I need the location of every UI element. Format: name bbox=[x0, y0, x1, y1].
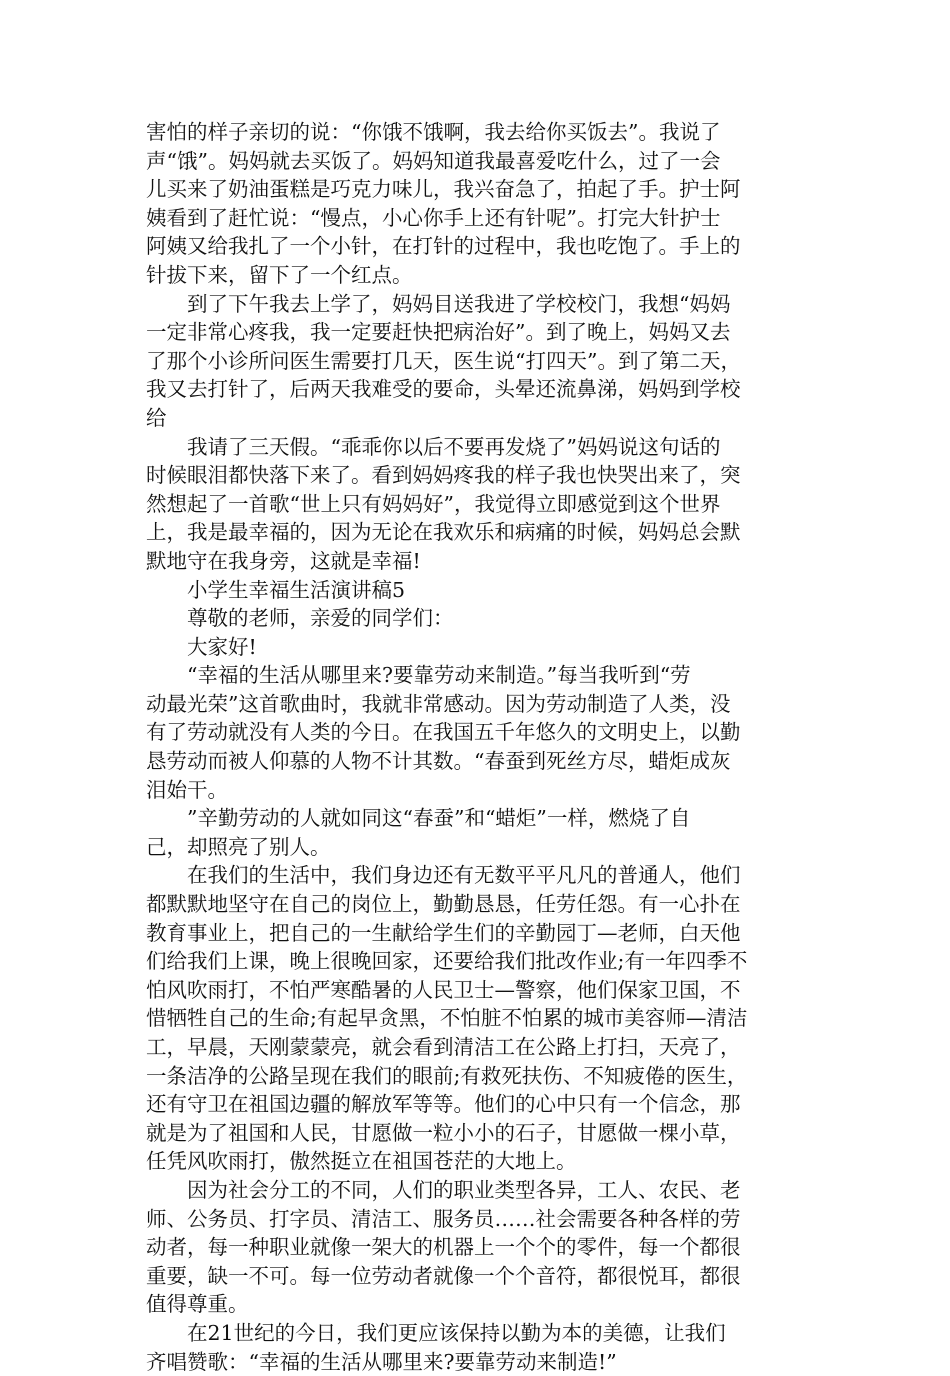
text-line: 动最光荣”这首歌曲时，我就非常感动。因为劳动制造了人类，没 bbox=[146, 691, 731, 716]
text-line: 在21世纪的今日，我们更应该保持以勤为本的美德，让我们 bbox=[187, 1320, 726, 1345]
text-line: “幸福的生活从哪里来?要靠劳动来制造。”每当我听到“劳 bbox=[187, 663, 691, 688]
text-line: 然想起了一首歌“世上只有妈妈好”，我觉得立即感觉到这个世界 bbox=[146, 491, 721, 516]
text-line: 我请了三天假。“乖乖你以后不要再发烧了”妈妈说这句话的 bbox=[187, 434, 721, 459]
text-line: 泪始干。 bbox=[146, 777, 228, 802]
document-page bbox=[146, 118, 812, 1376]
text-line: ”辛勤劳动的人就如同这“春蚕”和“蜡炬”一样，燃烧了自 bbox=[187, 806, 691, 831]
text-line: 们给我们上课，晚上很晚回家，还要给我们批改作业;有一年四季不 bbox=[146, 949, 748, 974]
text-line: 重要，缺一不可。每一位劳动者就像一个个音符，都很悦耳，都很 bbox=[146, 1263, 741, 1288]
text-line: 了那个小诊所问医生需要打几天，医生说“打四天”。到了第二天， bbox=[146, 348, 741, 373]
text-line: 给 bbox=[146, 405, 167, 430]
text-line: 都默默地坚守在自己的岗位上，勤勤恳恳，任劳任怨。有一心扑在 bbox=[146, 892, 741, 917]
text-line: 值得尊重。 bbox=[146, 1292, 249, 1317]
text-line: 阿姨又给我扎了一个小针，在打针的过程中，我也吃饱了。手上的 bbox=[146, 234, 741, 259]
text-line: 教育事业上，把自己的一生献给学生们的辛勤园丁—老师，白天他 bbox=[146, 920, 741, 945]
paragraph bbox=[146, 1319, 812, 1376]
text-line: 在我们的生活中，我们身边还有无数平平凡凡的普通人，他们 bbox=[187, 863, 741, 888]
text-line: 姨看到了赶忙说：“慢点，小心你手上还有针呢”。打完大针护士 bbox=[146, 205, 721, 230]
text-line: 怕风吹雨打，不怕严寒酷暑的人民卫士—警察，他们保家卫国，不 bbox=[146, 977, 741, 1002]
paragraph bbox=[146, 576, 812, 605]
text-line: 一定非常心疼我，我一定要赶快把病治好”。到了晚上，妈妈又去 bbox=[146, 320, 731, 345]
text-line: 恳劳动而被人仰慕的人物不计其数。“春蚕到死丝方尽，蜡炬成灰 bbox=[146, 749, 731, 774]
text-line: 还有守卫在祖国边疆的解放军等等。他们的心中只有一个信念，那 bbox=[146, 1092, 741, 1117]
text-line: 一条洁净的公路呈现在我们的眼前;有救死扶伤、不知疲倦的医生， bbox=[146, 1063, 748, 1088]
text-line: 己，却照亮了别人。 bbox=[146, 834, 331, 859]
text-line: 时候眼泪都快落下来了。看到妈妈疼我的样子我也快哭出来了，突 bbox=[146, 463, 741, 488]
paragraph bbox=[146, 861, 812, 1176]
paragraph bbox=[146, 661, 812, 804]
paragraph bbox=[146, 604, 812, 633]
text-line: 工，早晨，天刚蒙蒙亮，就会看到清洁工在公路上打扫，天亮了， bbox=[146, 1035, 741, 1059]
text-line: 有了劳动就没有人类的今日。在我国五千年悠久的文明史上，以勤 bbox=[146, 720, 741, 745]
paragraph bbox=[146, 290, 812, 433]
text-line: 齐唱赞歌：“幸福的生活从哪里来?要靠劳动来制造!” bbox=[146, 1349, 617, 1374]
text-line: 小学生幸福生活演讲稿5 bbox=[187, 577, 406, 602]
text-line: 到了下午我去上学了，妈妈目送我进了学校校门，我想“妈妈 bbox=[187, 291, 731, 316]
text-line: 师、公务员、打字员、清洁工、服务员……社会需要各种各样的劳 bbox=[146, 1206, 741, 1231]
text-line: 儿买来了奶油蛋糕是巧克力味儿，我兴奋急了，拍起了手。护士阿 bbox=[146, 177, 741, 202]
text-line: 上，我是最幸福的，因为无论在我欢乐和病痛的时候，妈妈总会默 bbox=[146, 520, 741, 545]
paragraph bbox=[146, 1176, 812, 1319]
text-line: 针拔下来，留下了一个红点。 bbox=[146, 262, 413, 287]
text-line: 大家好! bbox=[187, 634, 257, 659]
paragraph bbox=[146, 433, 812, 576]
text-line: 我又去打针了，后两天我难受的要命，头晕还流鼻涕，妈妈到学校 bbox=[146, 377, 741, 402]
text-line: 害怕的样子亲切的说：“你饿不饿啊，我去给你买饭去”。我说了 bbox=[146, 120, 721, 144]
text-line: 就是为了祖国和人民，甘愿做一粒小小的石子，甘愿做一棵小草， bbox=[146, 1120, 741, 1145]
text-line: 动者，每一种职业就像一架大的机器上一个个的零件，每一个都很 bbox=[146, 1235, 741, 1260]
text-line: 声“饿”。妈妈就去买饭了。妈妈知道我最喜爱吃什么，过了一会 bbox=[146, 148, 721, 173]
paragraph bbox=[146, 118, 812, 290]
text-line: 因为社会分工的不同，人们的职业类型各异，工人、农民、老 bbox=[187, 1177, 741, 1202]
paragraph bbox=[146, 633, 812, 662]
text-line: 尊敬的老师，亲爱的同学们： bbox=[187, 606, 454, 631]
text-line: 默地守在我身旁，这就是幸福! bbox=[146, 548, 421, 573]
text-line: 任凭风吹雨打，傲然挺立在祖国苍茫的大地上。 bbox=[146, 1149, 577, 1174]
text-line: 惜牺牲自己的生命;有起早贪黑，不怕脏不怕累的城市美容师—清洁 bbox=[146, 1006, 748, 1031]
paragraph bbox=[146, 804, 812, 861]
